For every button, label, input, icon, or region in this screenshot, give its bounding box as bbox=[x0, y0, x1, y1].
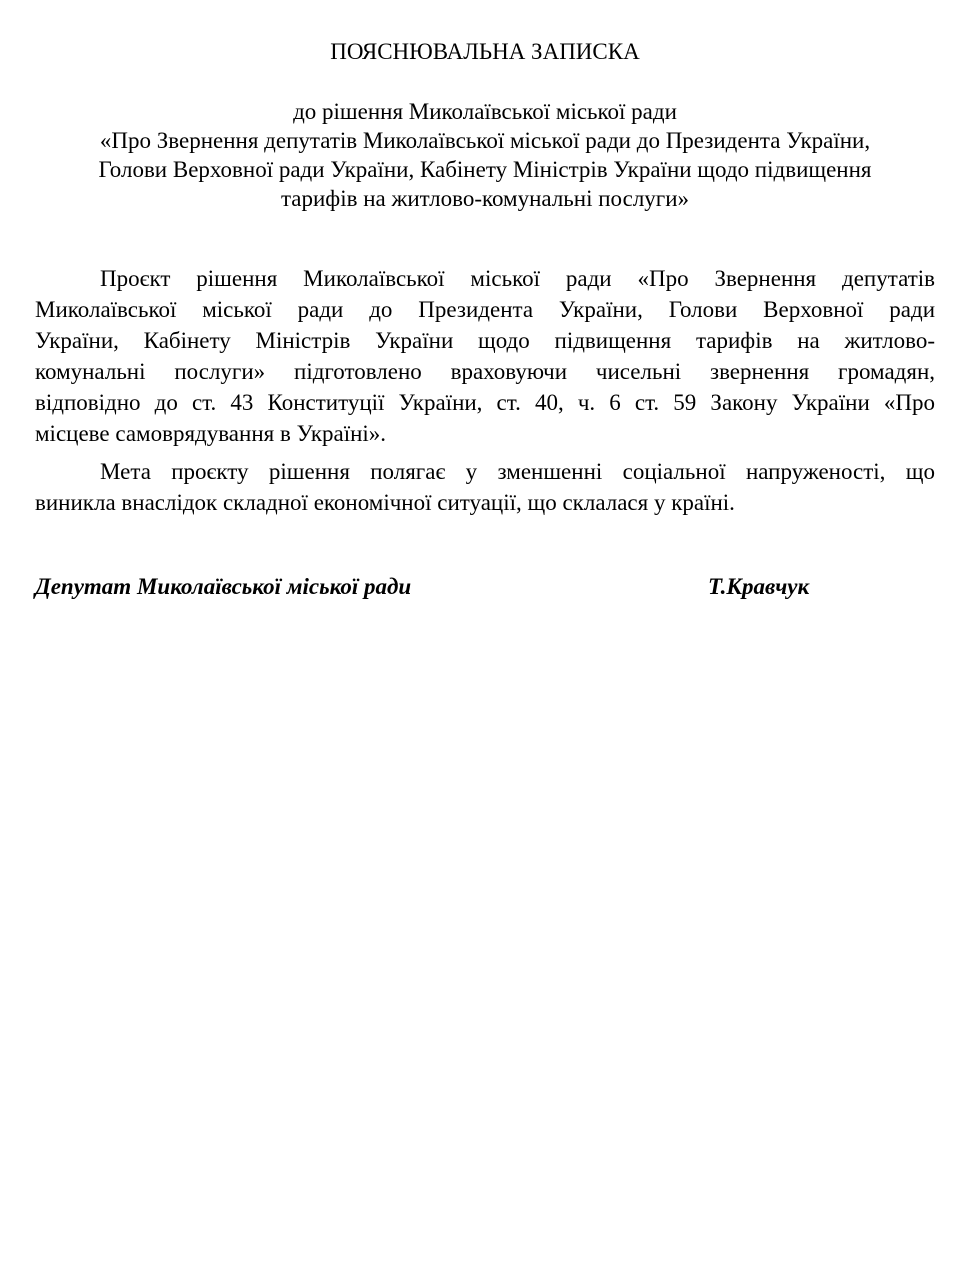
subtitle-line-4: тарифів на житлово-комунальні послуги» bbox=[280, 186, 690, 211]
paragraph-2-line: виникла внаслідок складної економічної ситуації, що склалася у країні. bbox=[35, 490, 735, 515]
paragraph-2-line: Мета проєкту рішення полягає у зменшенні соціальної напруженості, що bbox=[100, 459, 935, 484]
subtitle-line-3: Голови Верховної ради України, Кабінету Міністрів України щодо підвищення bbox=[98, 157, 872, 182]
paragraph-1-line: місцеве самоврядування в Україні». bbox=[35, 421, 387, 446]
subtitle-line-2: «Про Звернення депутатів Миколаївської міської ради до Президента України, bbox=[99, 128, 871, 153]
paragraph-1-line: Проєкт рішення Миколаївської міської ради «Про Звернення депутатів bbox=[100, 266, 935, 291]
signature-position: Депутат Миколаївської міської ради bbox=[35, 574, 412, 599]
subtitle-line-1: до рішення Миколаївської міської ради bbox=[293, 99, 677, 124]
paragraph-2 bbox=[35, 456, 935, 518]
document-title: ПОЯСНЮВАЛЬНА ЗАПИСКА bbox=[330, 39, 640, 64]
paragraph-1-line: Миколаївської міської ради до Президента України, Голови Верховної ради bbox=[35, 297, 935, 322]
paragraph-1-line: відповідно до ст. 43 Конституції України, ст. 40, ч. 6 ст. 59 Закону України «Про bbox=[35, 390, 935, 415]
paragraph-1-line: України, Кабінету Міністрів України щодо підвищення тарифів на житлово- bbox=[35, 328, 935, 353]
paragraph-1 bbox=[35, 263, 935, 449]
paragraph-1-line: комунальні послуги» підготовлено враховуючи чисельні звернення громадян, bbox=[35, 359, 935, 384]
signature-name: Т.Кравчук bbox=[708, 574, 810, 599]
